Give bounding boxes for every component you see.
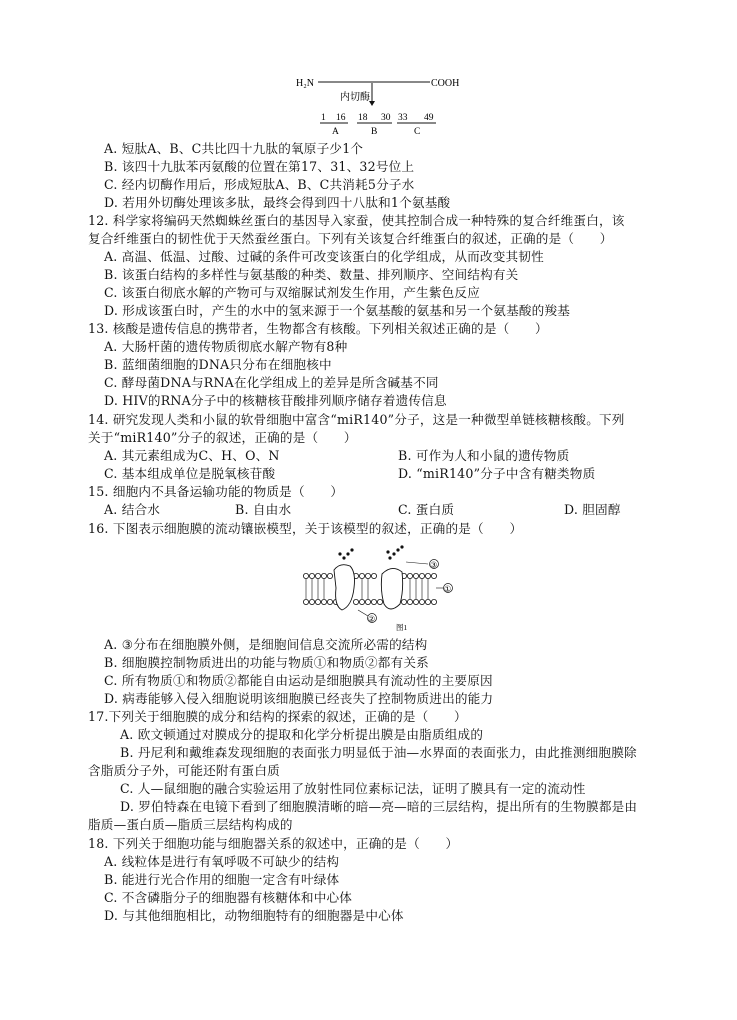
segment-label-a: A — [332, 127, 339, 137]
position-1: 1 — [321, 113, 326, 123]
figure-caption: 图1 — [396, 623, 408, 632]
q15-option-c: C. 蛋白质 — [398, 502, 455, 517]
position-33: 33 — [398, 113, 408, 123]
glycoprotein-chain — [338, 545, 403, 559]
q11-option-c: C. 经内切酶作用后，形成短肽A、B、C共消耗5分子水 — [104, 177, 415, 192]
q11-option-a: A. 短肽A、B、C共比四十九肽的氧原子少1个 — [104, 141, 364, 156]
q12-stem-line2: 复合纤维蛋白的韧性优于天然蚕丝蛋白。下列有关该复合纤维蛋白的叙述，正确的是（ ） — [88, 231, 613, 246]
position-30: 30 — [381, 113, 391, 123]
q16-stem: 16. 下图表示细胞膜的流动镶嵌模型，关于该模型的叙述，正确的是（ ） — [88, 521, 523, 536]
q11-option-b: B. 该四十九肽苯丙氨酸的位置在第17、31、32号位上 — [104, 159, 415, 174]
q16-option-d: D. 病毒能够入侵入细胞说明该细胞膜已经丧失了控制物质进出的能力 — [104, 691, 494, 706]
q15-option-d: D. 胆固醇 — [564, 502, 621, 517]
q17-option-d-line1: D. 罗伯特森在电镜下看到了细胞膜清晰的暗—亮—暗的三层结构，提出所有的生物膜都是由 — [120, 799, 638, 814]
q18-stem: 18. 下列关于细胞功能与细胞器关系的叙述中，正确的是（ ） — [88, 836, 459, 851]
position-49: 49 — [424, 113, 434, 123]
q12-stem-line1: 12. 科学家将编码天然蜘蛛丝蛋白的基因导入家蚕，使其控制合成一种特殊的复合纤维蛋白，该 — [88, 213, 625, 228]
q12-option-b: B. 该蛋白结构的多样性与氨基酸的种类、数量、排列顺序、空间结构有关 — [104, 267, 519, 282]
q15-option-b: B. 自由水 — [235, 502, 292, 517]
polypeptide-diagram — [290, 70, 460, 140]
marker-1: ① — [444, 584, 452, 594]
q14-option-a: A. 其元素组成为C、H、O、N — [104, 448, 280, 463]
q13-stem: 13. 核酸是遗传信息的携带者，生物都含有核酸。下列相关叙述正确的是（ ） — [88, 321, 548, 336]
q18-option-c: C. 不含磷脂分子的细胞器有核糖体和中心体 — [104, 890, 353, 905]
q12-option-c: C. 该蛋白彻底水解的产物可与双缩脲试剂发生作用，产生紫色反应 — [104, 285, 481, 300]
phospholipid-bilayer — [303, 573, 436, 604]
q13-option-c: C. 酵母菌DNA与RNA在化学组成上的差异是所含碱基不同 — [104, 375, 439, 390]
enzyme-label: 内切酶 — [340, 92, 370, 103]
q18-option-a: A. 线粒体是进行有氧呼吸不可缺少的结构 — [104, 854, 340, 869]
q13-option-d: D. HIV的RNA分子中的核糖核苷酸排列顺序储存着遗传信息 — [104, 393, 447, 408]
q14-option-c: C. 基本组成单位是脱氧核苷酸 — [104, 466, 276, 481]
membrane-protein-right — [381, 568, 402, 609]
q14-stem-line1: 14. 研究发现人类和小鼠的软骨细胞中富含“miR140”分子，这是一种微型单链核糖核酸。下列 — [88, 412, 625, 427]
q16-option-b: B. 细胞膜控制物质进出的功能与物质①和物质②都有关系 — [104, 655, 429, 670]
q15-stem: 15. 细胞内不具备运输功能的物质是（ ） — [88, 484, 344, 499]
q17-option-c: C. 人—鼠细胞的融合实验运用了放射性同位素标记法，证明了膜具有一定的流动性 — [120, 781, 586, 796]
q12-option-a: A. 高温、低温、过酸、过碱的条件可改变该蛋白的化学组成，从而改变其韧性 — [104, 249, 544, 264]
q17-option-a: A. 欧文顿通过对膜成分的提取和化学分析提出膜是由脂质组成的 — [120, 727, 484, 742]
q14-option-d: D. “miR140”分子中含有糖类物质 — [398, 466, 596, 481]
q13-option-a: A. 大肠杆菌的遗传物质彻底水解产物有8种 — [104, 339, 348, 354]
q14-stem-line2: 关于“miR140”分子的叙述，正确的是（ ） — [88, 430, 357, 445]
segment-label-b: B — [371, 127, 378, 137]
marker-2: ② — [368, 614, 376, 624]
q18-option-b: B. 能进行光合作用的细胞一定含有叶绿体 — [104, 872, 340, 887]
q18-option-d: D. 与其他细胞相比，动物细胞特有的细胞器是中心体 — [104, 908, 404, 923]
membrane-protein-left — [334, 565, 355, 610]
position-18: 18 — [358, 113, 368, 123]
q16-option-c: C. 所有物质①和物质②都能自由运动是细胞膜具有流动性的主要原因 — [104, 673, 493, 688]
q12-option-d: D. 形成该蛋白时，产生的水中的氢来源于一个氨基酸的氨基和另一个氨基酸的羧基 — [104, 303, 571, 318]
h2n-label: H₂N — [296, 78, 314, 89]
segment-label-c: C — [414, 127, 421, 137]
q13-option-b: B. 蓝细菌细胞的DNA只分布在细胞核中 — [104, 357, 332, 372]
q14-option-b: B. 可作为人和小鼠的遗传物质 — [398, 448, 570, 463]
position-16: 16 — [336, 113, 346, 123]
q11-option-d: D. 若用外切酶处理该多肽，最终会得到四十八肽和1个氨基酸 — [104, 195, 451, 210]
marker-3: ③ — [430, 560, 438, 570]
fluid-mosaic-diagram — [296, 540, 456, 632]
q15-option-a: A. 结合水 — [104, 502, 161, 517]
cooh-label: COOH — [431, 78, 460, 89]
q16-option-a: A. ③分布在细胞膜外侧，是细胞间信息交流所必需的结构 — [104, 637, 428, 652]
q17-option-d-line2: 脂质—蛋白质—脂质三层结构构成的 — [88, 817, 293, 832]
lipid-tails — [306, 579, 428, 599]
q17-option-b-line2: 含脂质分子外，可能还附有蛋白质 — [88, 763, 280, 778]
q17-option-b-line1: B. 丹尼利和戴维森发现细胞的表面张力明显低于油—水界面的表面张力，由此推测细胞膜除 — [120, 745, 637, 760]
q17-stem: 17.下列关于细胞膜的成分和结构的探索的叙述，正确的是（ ） — [88, 709, 467, 724]
